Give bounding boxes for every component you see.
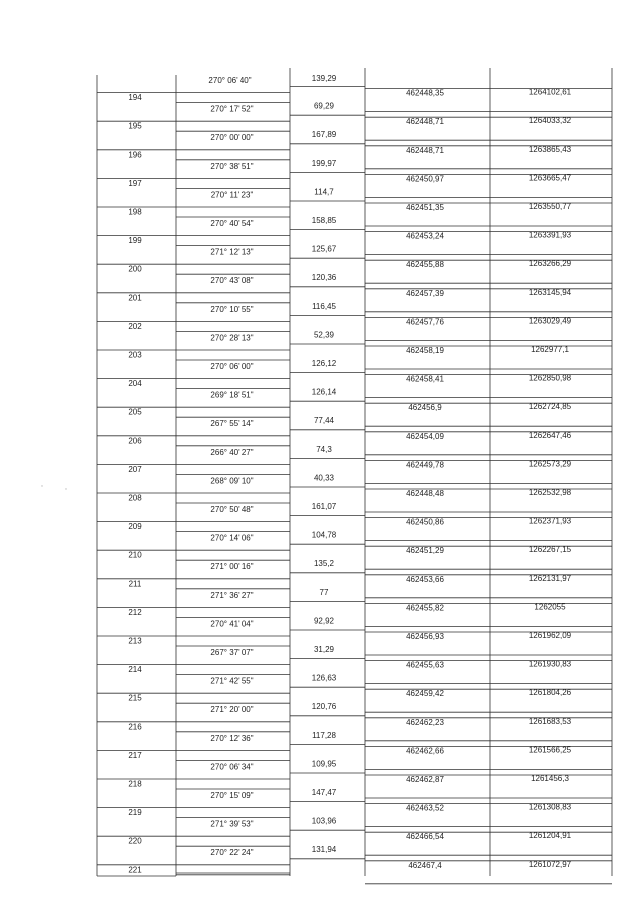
distance-cell: 126,63 [311,673,337,683]
distance-cell: 40,33 [313,473,335,483]
bearing-cell: 270° 17' 52" [210,104,254,114]
point-number: 212 [128,607,142,617]
coordinate-x: 462456,9 [408,403,442,413]
point-number: 221 [128,865,142,875]
bearing-cell: 270° 11' 23" [210,190,254,200]
coordinate-x: 462458,19 [406,346,444,355]
bearing-cell: 270° 22' 24" [210,848,254,858]
bearing-cell: 270° 43' 08" [210,276,254,286]
coordinate-x: 462454,09 [406,431,444,441]
point-number: 220 [128,836,142,846]
bearing-cell: 270° 00' 00" [210,133,254,143]
bearing-cell: 271° 12' 13" [210,247,254,257]
distance-cell: 117,28 [312,730,336,740]
bearing-cell: 270° 06' 00" [210,362,254,371]
bearing-cell: 267° 37' 07" [210,648,254,657]
bearing-cell: 270° 41' 04" [210,619,254,629]
point-number: 216 [128,722,142,732]
point-number: 203 [128,350,142,360]
coordinate-y: 1263145,94 [528,287,572,297]
coordinate-y: 1262977,1 [531,345,569,354]
distance-cell: 126,12 [311,359,337,368]
distance-cell: 120,76 [311,702,337,712]
point-number: 204 [128,379,142,389]
distance-cell: 74,3 [316,444,332,454]
distance-cell: 126,14 [311,387,337,397]
scan-speck [41,485,42,486]
bearing-cell: 270° 14' 06" [210,533,254,543]
coordinate-y: 1263266,29 [528,259,572,269]
coordinate-y: 1262267,15 [528,545,572,555]
bearing-cell: 270° 15' 09" [210,791,254,800]
point-number: 218 [128,779,142,789]
distance-cell: 109,95 [311,759,337,769]
coordinate-y: 1262532,98 [528,488,572,497]
distance-cell: 147,47 [311,788,337,797]
coordinate-x: 462457,39 [406,288,444,298]
point-number: 215 [128,693,142,703]
point-number: 219 [128,808,142,818]
coordinate-y: 1261308,83 [528,802,572,812]
point-number: 214 [128,665,142,675]
coordinate-x: 462448,48 [406,489,444,498]
coordinate-x: 462455,63 [406,660,444,670]
coordinate-x: 462467,4 [408,860,442,870]
coordinate-y: 1262573,29 [528,459,572,469]
coordinate-x: 462466,54 [406,832,444,842]
point-number: 210 [128,550,142,560]
coordinate-y: 1261962,09 [528,631,572,640]
bearing-cell: 268° 09' 10" [210,476,254,486]
coordinate-y: 1261930,83 [528,659,572,669]
bearing-cell: 269° 18' 51" [210,390,254,400]
distance-cell: 114,7 [314,187,334,197]
coordinate-x: 462450,86 [406,517,444,527]
point-number: 208 [128,493,142,503]
coordinate-x: 462462,23 [406,717,444,727]
point-number: 198 [128,207,142,217]
distance-cell: 104,78 [311,530,337,540]
survey-table [97,87,612,884]
point-number: 202 [128,321,142,331]
coordinate-x: 462455,82 [406,603,444,613]
bearing-cell: 270° 06' 34" [210,762,254,772]
point-number: 199 [128,236,142,246]
coordinate-y: 1261456,3 [531,774,569,783]
distance-cell: 131,94 [311,845,337,855]
bearing-cell: 267° 55' 14" [210,419,254,429]
point-number: 209 [128,522,142,532]
coordinate-y: 1263391,93 [528,230,572,240]
point-number: 211 [128,579,142,589]
bearing-cell: 271° 42' 55" [210,676,254,686]
coordinate-x: 462456,93 [406,632,444,641]
distance-cell: 167,89 [311,130,337,140]
bearing-cell: 271° 36' 27" [210,590,254,600]
coordinate-x: 462457,76 [406,317,444,327]
coordinate-x: 462448,71 [406,117,444,127]
coordinate-y: 1261683,53 [528,716,572,726]
bearing-cell: 270° 12' 36" [210,733,254,743]
distance-cell: 161,07 [311,502,337,511]
coordinate-x: 462458,41 [406,374,444,384]
point-number: 217 [128,750,142,760]
distance-cell: 116,45 [312,301,336,311]
point-number: 197 [128,178,142,188]
point-number: 206 [128,436,142,446]
scan-speck [65,488,66,489]
coordinate-x: 462455,88 [406,260,444,270]
point-number: 213 [128,636,142,646]
distance-cell: 120,36 [311,273,337,283]
coordinate-y: 1263029,49 [528,316,572,326]
coordinate-x: 462451,29 [406,546,444,556]
coordinate-x: 462462,66 [406,746,444,756]
point-number: 201 [128,293,142,303]
coordinate-y: 1261072,97 [528,859,572,869]
distance-cell: 77,44 [313,416,335,426]
bearing-cell: 270° 28' 13" [210,333,254,343]
bearing-cell: 270° 38' 51" [210,161,254,171]
distance-cell: 77 [319,587,329,597]
bearing-cell: 271° 20' 00" [210,705,254,715]
coordinate-x: 462459,42 [406,689,444,699]
coordinate-x: 462453,66 [406,574,444,584]
bearing-cell: 271° 39' 53" [210,819,254,829]
bearing-cell: 270° 10' 55" [210,304,254,314]
coordinate-y: 1262724,85 [528,402,572,412]
point-number: 194 [128,93,142,103]
point-number: 196 [128,150,142,160]
coordinate-y: 1261204,91 [528,831,572,841]
bearing-cell: 270° 40' 54" [210,219,254,228]
point-number: 207 [128,464,142,474]
coordinate-x: 462453,24 [406,231,444,241]
distance-cell: 31,29 [313,645,335,654]
coordinate-y: 1263865,43 [528,144,572,154]
coordinate-y: 1264033,32 [528,116,572,126]
distance-cell: 92,92 [313,616,335,626]
coordinate-x: 462448,71 [406,145,444,155]
coordinate-y: 1261804,26 [528,688,572,698]
coordinate-y: 1261566,25 [528,745,572,755]
distance-cell: 158,85 [311,216,337,225]
bearing-cell: 266° 40' 27" [210,447,254,457]
distance-cell: 52,39 [313,330,335,340]
bearing-cell: 271° 00' 16" [210,562,254,572]
coordinate-y: 1262131,97 [528,573,572,583]
distance-cell: 135,2 [313,559,335,569]
coordinate-y: 1262371,93 [528,516,572,526]
point-number: 205 [128,407,142,417]
coordinate-x: 462449,78 [406,460,444,470]
coordinate-x: 462451,35 [406,203,444,212]
distance-cell: 139,29 [311,74,337,83]
coordinate-y: 1263550,77 [528,202,572,211]
distance-cell: 103,96 [311,816,337,826]
point-number: 195 [128,121,142,131]
bearing-cell: 270° 06' 40" [208,76,252,85]
coordinate-y: 1264102,61 [528,87,572,97]
coordinate-x: 462462,87 [406,775,444,784]
coordinate-y: 1262850,98 [528,373,572,383]
bearing-cell: 270° 50' 48" [210,505,254,514]
distance-cell: 125,67 [311,244,337,254]
coordinate-x: 462463,52 [406,803,444,813]
distance-cell: 69,29 [313,101,335,111]
point-number: 200 [128,264,142,274]
coordinate-y: 1262055 [534,602,566,612]
coordinate-y: 1263665,47 [528,173,572,183]
coordinate-y: 1262647,46 [528,430,572,440]
coordinate-x: 462450,97 [406,174,444,184]
coordinate-x: 462448,35 [406,88,444,98]
distance-cell: 199,97 [311,158,337,168]
